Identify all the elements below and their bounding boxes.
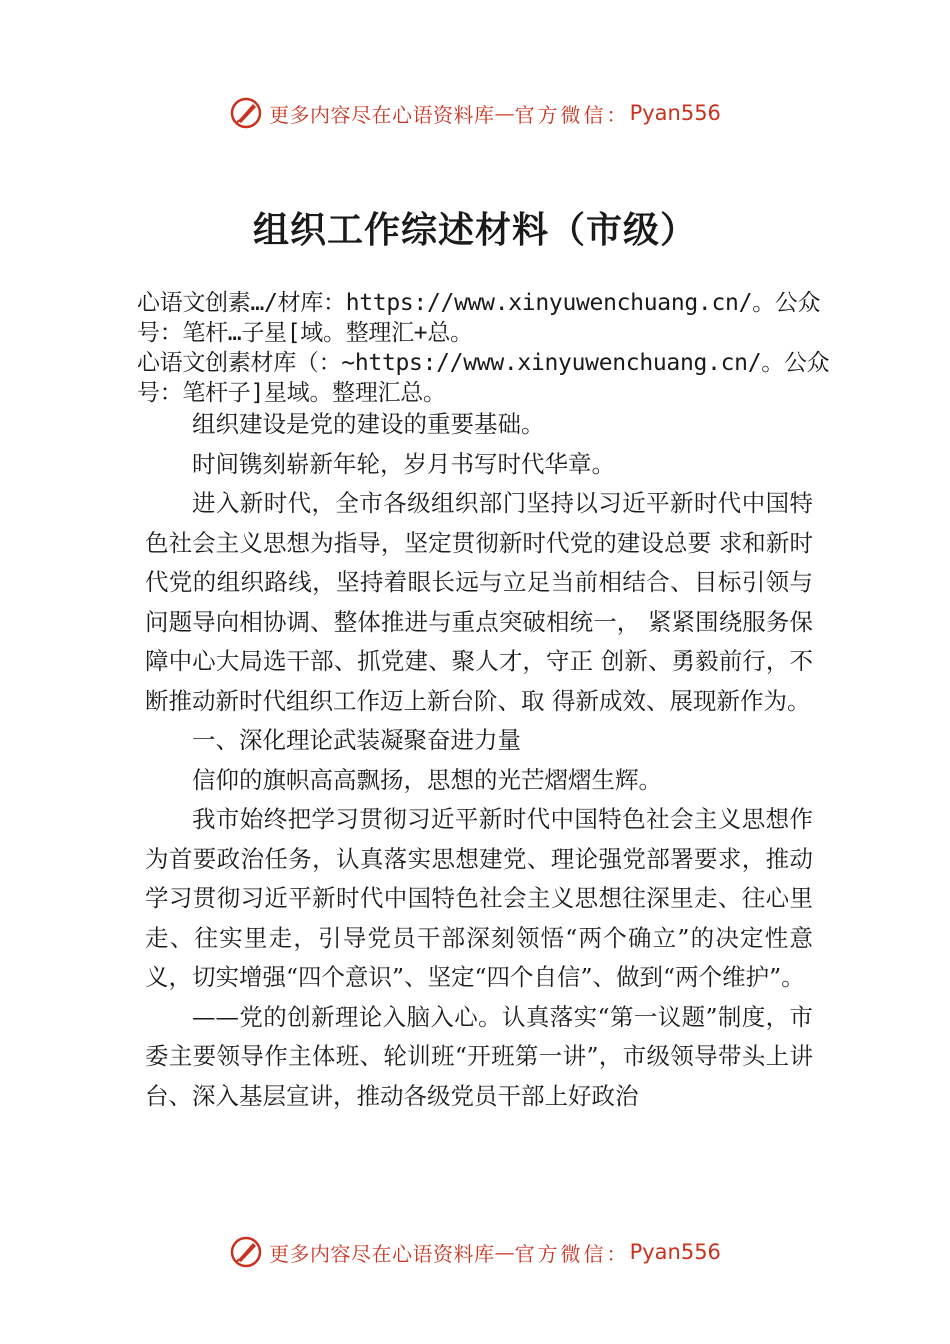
banner-wechat-id: Pyan556 [629,1240,721,1264]
source-note-2: 心语文创素材库（：~https://www.xinyuwenchuang.cn/。公众号：笔杆子]星域。整理汇总。 [137,350,830,406]
banner-separator: — [494,101,515,125]
paragraph: 信仰的旗帜高高飘扬，思想的光芒熠熠生辉。 [192,765,662,794]
banner-main-text: 更多内容尽在心语资料库 [269,1241,495,1266]
quill-logo-icon [229,1235,263,1269]
banner-wechat-label: 官方微信： [514,1241,630,1266]
banner-wechat-id: Pyan556 [629,101,721,125]
paragraph: 进入新时代，全市各级组织部门坚持以习近平新时代中国特色社会主义思想为指导，坚定贯彻新时代党的建设总要 求和新时代党的组织路线，坚持着眼长远与立足当前相结合、目标引领与问题导向相协调、整体推进与重点突破相统一， 紧紧围绕服务保障中心大局选干部、抓党建、聚人才，守正 创新、勇毅前行，不断推动新时代组织工作迈上新台阶、取 得新成效、展现新作为。 [145,489,813,715]
source-note-1: 心语文创素…/材库：https://www.xinyuwenchuang.cn/。公众号：笔杆…子星[域。整理汇+总。 [137,290,821,346]
banner-wechat-label: 官方微信： [514,102,630,127]
paragraph: 时间镌刻崭新年轮，岁月书写时代华章。 [192,449,615,478]
document-body [145,405,813,1116]
footer-banner [0,1232,950,1272]
section-heading: 一、深化理论武装凝聚奋进力量 [192,726,521,754]
document-title: 组织工作综述材料（市级） [252,209,697,251]
banner-main-text: 更多内容尽在心语资料库 [269,102,495,127]
banner-separator: — [494,1240,515,1264]
quill-logo-icon [229,96,263,130]
paragraph: 我市始终把学习贯彻习近平新时代中国特色社会主义思想作为首要政治任务，认真落实思想建党、理论强党部署要求，推动学习贯彻习近平新时代中国特色社会主义思想往深里走、往心里走、往实里走，引导党员干部深刻领悟“两个确立”的决定性意义，切实增强“四个意识”、坚定“四个自信”、做到“两个维护”。 [145,805,813,991]
paragraph: 组织建设是党的建设的重要基础。 [192,410,545,438]
paragraph: ——党的创新理论入脑入心。认真落实“第一议题”制度，市委主要领导作主体班、轮训班“开班第一讲”，市级领导带头上讲台、深入基层宣讲，推动各级党员干部上好政治 [145,1002,813,1110]
header-banner [0,93,950,133]
